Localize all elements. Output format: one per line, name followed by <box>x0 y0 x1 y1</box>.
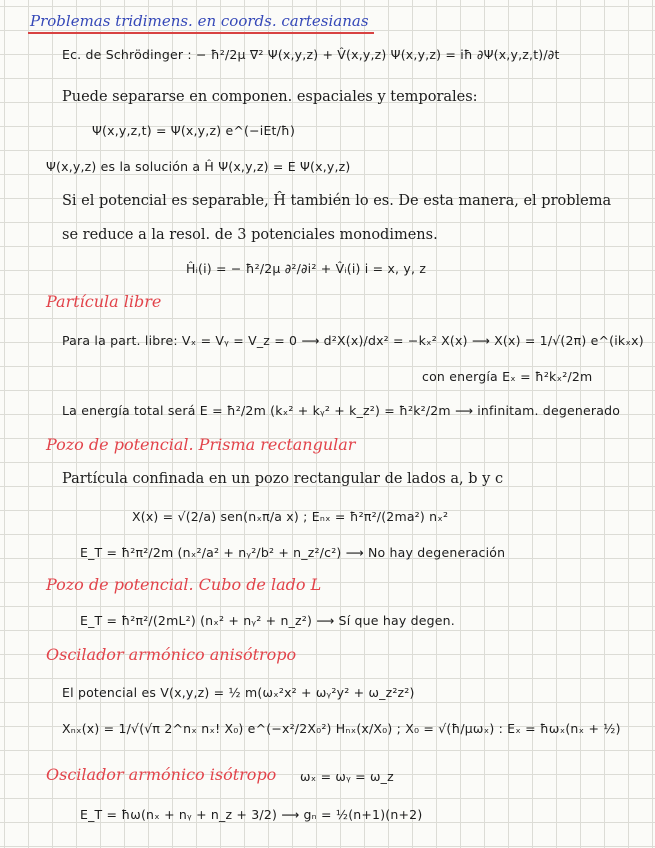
confined-particle-note: Partícula confinada en un pozo rectangular de lados a, b y c <box>62 471 504 487</box>
anisotropic-potential: El potencial es V(x,y,z) = ½ m(ωₓ²x² + ωᵧ²y² + ω_z²z²) <box>62 685 415 700</box>
cubic-total-energy: E_T = ħ²π²/(2mL²) (nₓ² + nᵧ² + n_z²) ⟶ Sí que hay degen. <box>80 613 455 628</box>
section-isotropic-oscillator: Oscilador armónico isótropo <box>46 765 277 784</box>
schrodinger-equation: Ec. de Schrödinger : − ħ²/2μ ∇² Ψ(x,y,z) + V̂(x,y,z) Ψ(x,y,z) = iħ ∂Ψ(x,y,z,t)/∂t <box>62 47 560 62</box>
isotropic-energy-degeneracy: E_T = ħω(nₓ + nᵧ + n_z + 3/2) ⟶ gₙ = ½(n+1)(n+2) <box>80 807 423 822</box>
rectangular-total-energy: E_T = ħ²π²/2m (nₓ²/a² + nᵧ²/b² + n_z²/c²) ⟶ No hay degeneración <box>80 545 506 560</box>
reduction-note: se reduce a la resol. de 3 potenciales monodimens. <box>62 227 438 243</box>
rectangular-wavefunction: X(x) = √(2/a) sen(nₓπ/a x) ; Eₙₓ = ħ²π²/(2ma²) nₓ² <box>132 509 449 524</box>
separable-potential-note: Si el potencial es separable, Ĥ también lo es. De esta manera, el problema <box>62 193 612 209</box>
title-underline <box>28 32 374 34</box>
free-particle-energy-x: con energía Eₓ = ħ²kₓ²/2m <box>422 369 593 384</box>
separated-wavefunction: Ψ(x,y,z,t) = Ψ(x,y,z) e^(−iEt/ħ) <box>92 123 296 138</box>
section-rectangular-well: Pozo de potencial. Prisma rectangular <box>46 435 356 454</box>
section-anisotropic-oscillator: Oscilador armónico anisótropo <box>46 645 297 664</box>
one-dim-hamiltonian: Ĥᵢ(i) = − ħ²/2μ ∂²/∂i² + V̂ᵢ(i) i = x, y, z <box>186 261 427 276</box>
stationary-equation: Ψ(x,y,z) es la solución a Ĥ Ψ(x,y,z) = E Ψ(x,y,z) <box>46 159 351 174</box>
free-particle-solution: Para la part. libre: Vₓ = Vᵧ = V_z = 0 ⟶ d²X(x)/dx² = −kₓ² X(x) ⟶ X(x) = 1/√(2π) e^(ikₓx) <box>62 333 644 348</box>
anisotropic-wavefunction: Xₙₓ(x) = 1/√(√π 2^nₓ nₓ! X₀) e^(−x²/2X₀²) Hₙₓ(x/X₀) ; X₀ = √(ħ/μωₓ) : Eₓ = ħωₓ(nₓ + ½) <box>62 721 621 736</box>
section-cubic-well: Pozo de potencial. Cubo de lado L <box>46 575 322 594</box>
isotropic-frequency-condition: ωₓ = ωᵧ = ω_z <box>300 769 394 784</box>
page-title: Problemas tridimens. en coords. cartesianas <box>30 12 369 30</box>
section-free-particle: Partícula libre <box>46 292 162 311</box>
separation-note: Puede separarse en componen. espaciales y temporales: <box>62 89 478 105</box>
free-particle-total-energy: La energía total será E = ħ²/2m (kₓ² + kᵧ² + k_z²) = ħ²k²/2m ⟶ infinitam. degenerado <box>62 403 621 418</box>
